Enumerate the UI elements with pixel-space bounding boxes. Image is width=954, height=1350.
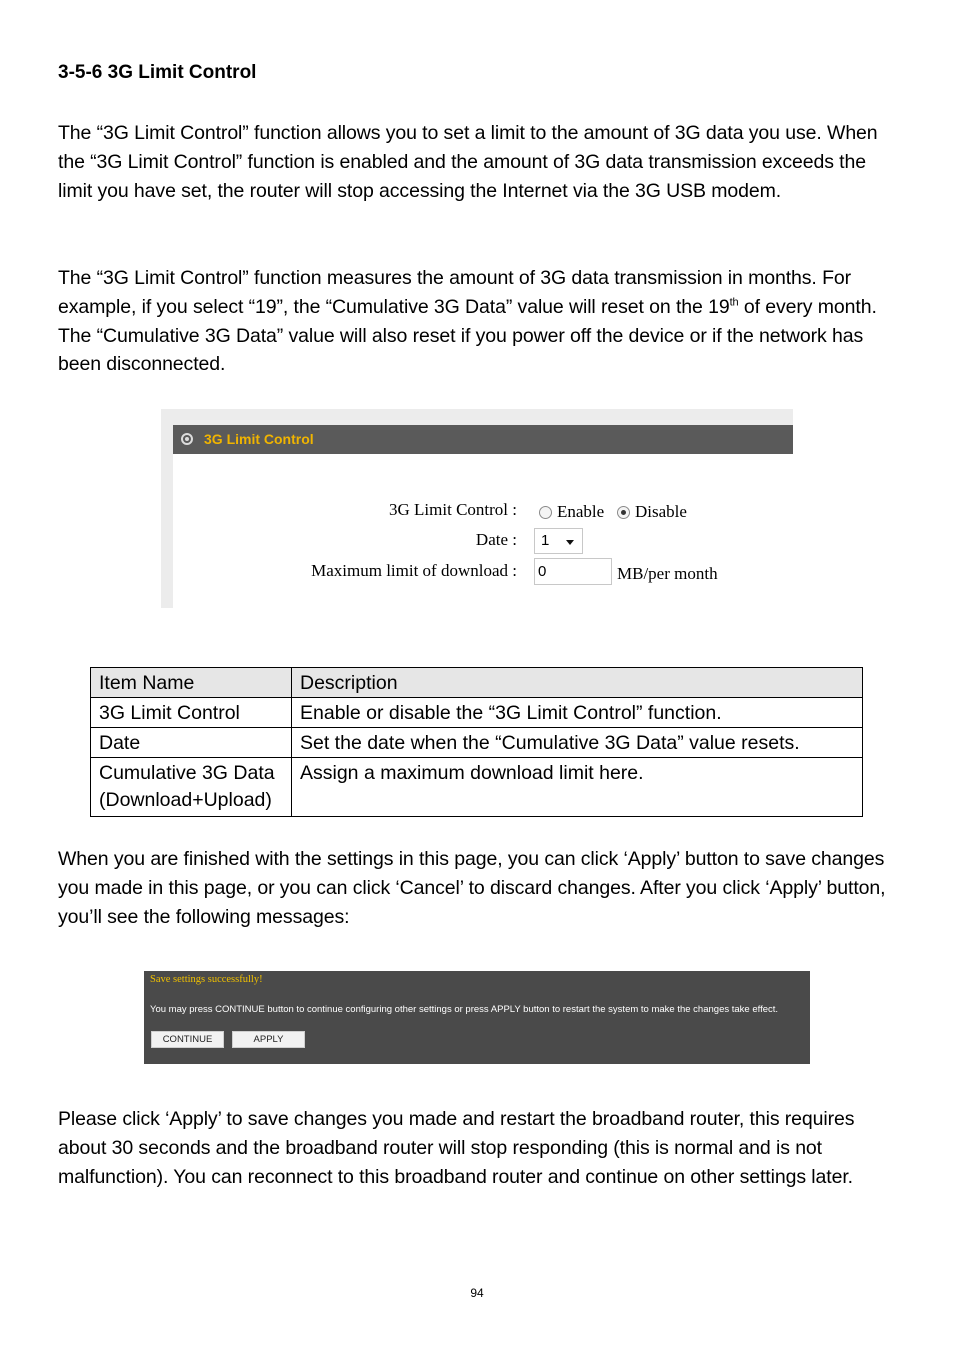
table-header-row — [91, 668, 863, 698]
save-message-text: You may press CONTINUE button to continue configuring other settings or press APPLY button to restart the system to make the changes take effect. — [150, 1004, 779, 1015]
save-message-screenshot — [144, 971, 810, 1064]
apply-button[interactable]: APPLY — [232, 1031, 305, 1048]
page-number: 94 — [470, 1286, 484, 1300]
row-name: Date — [91, 728, 292, 758]
apply-paragraph: When you are finished with the settings in this page, you can click ‘Apply’ button to save changes you made in this page, or you can click ‘Cancel’ to discard changes. After you click ‘Apply’ button, you’ll see the following messages: — [58, 848, 886, 928]
date-label: Date : — [475, 530, 517, 549]
table-row — [91, 758, 863, 817]
row-name-line2: (Download+Upload) — [99, 789, 272, 811]
panel-title: 3G Limit Control — [204, 431, 314, 447]
enable-radio[interactable] — [539, 506, 552, 519]
max-download-unit: MB/per month — [617, 564, 718, 583]
panel-left-border — [161, 409, 173, 608]
disable-label: Disable — [635, 502, 687, 521]
limit-control-screenshot — [161, 409, 793, 608]
enable-label: Enable — [557, 502, 605, 521]
limit-control-label: 3G Limit Control : — [389, 500, 517, 519]
row-desc: Assign a maximum download limit here. — [292, 758, 863, 817]
section-heading: 3-5-6 3G Limit Control — [58, 62, 257, 83]
row-name: 3G Limit Control — [91, 698, 292, 728]
disable-radio[interactable] — [617, 506, 630, 519]
chevron-down-icon — [566, 540, 574, 545]
row-desc: Set the date when the “Cumulative 3G Data” value resets. — [292, 728, 863, 758]
max-download-input[interactable] — [534, 558, 612, 585]
bullet-icon — [181, 433, 193, 445]
table-row — [91, 728, 863, 758]
header-description: Description — [292, 668, 863, 698]
panel-title-bar — [173, 425, 793, 454]
measurement-text-a: The “3G Limit Control” function measures the amount of 3G data transmission in months. For example, if you select “19”, the “Cumulative 3G Data” value will reset on the 19 — [58, 267, 852, 318]
row-name — [91, 758, 292, 817]
measurement-paragraph — [58, 264, 898, 379]
ordinal-suffix: th — [729, 296, 739, 309]
table-row — [91, 698, 863, 728]
header-item-name: Item Name — [91, 668, 292, 698]
measurement-text-b: of every month. The “Cumulative 3G Data” value will also reset if you power off the device or if the network has been disconnected. — [58, 295, 877, 376]
continue-button[interactable]: CONTINUE — [151, 1031, 224, 1048]
date-select[interactable] — [534, 528, 583, 554]
row-name-line1: Cumulative 3G Data — [99, 762, 275, 784]
max-download-label: Maximum limit of download : — [311, 561, 517, 580]
intro-paragraph: The “3G Limit Control” function allows you to set a limit to the amount of 3G data you use. When the “3G Limit Control” function is enabled and the amount of 3G data transmission exceeds the limit you have set, the router will stop accessing the Internet via the 3G USB modem. — [58, 122, 878, 202]
restart-paragraph: Please click ‘Apply’ to save changes you made and restart the broadband router, this requires about 30 seconds and the broadband router will stop responding (this is normal and is not malfunction). You can reconnect to this broadband router and continue on other settings later. — [58, 1108, 855, 1188]
date-value: 1 — [541, 532, 550, 549]
max-download-value: 0 — [538, 563, 547, 580]
save-success-title: Save settings successfully! — [150, 974, 263, 985]
row-desc: Enable or disable the “3G Limit Control” function. — [292, 698, 863, 728]
item-description-table — [90, 667, 863, 817]
panel-top-border — [161, 409, 793, 425]
